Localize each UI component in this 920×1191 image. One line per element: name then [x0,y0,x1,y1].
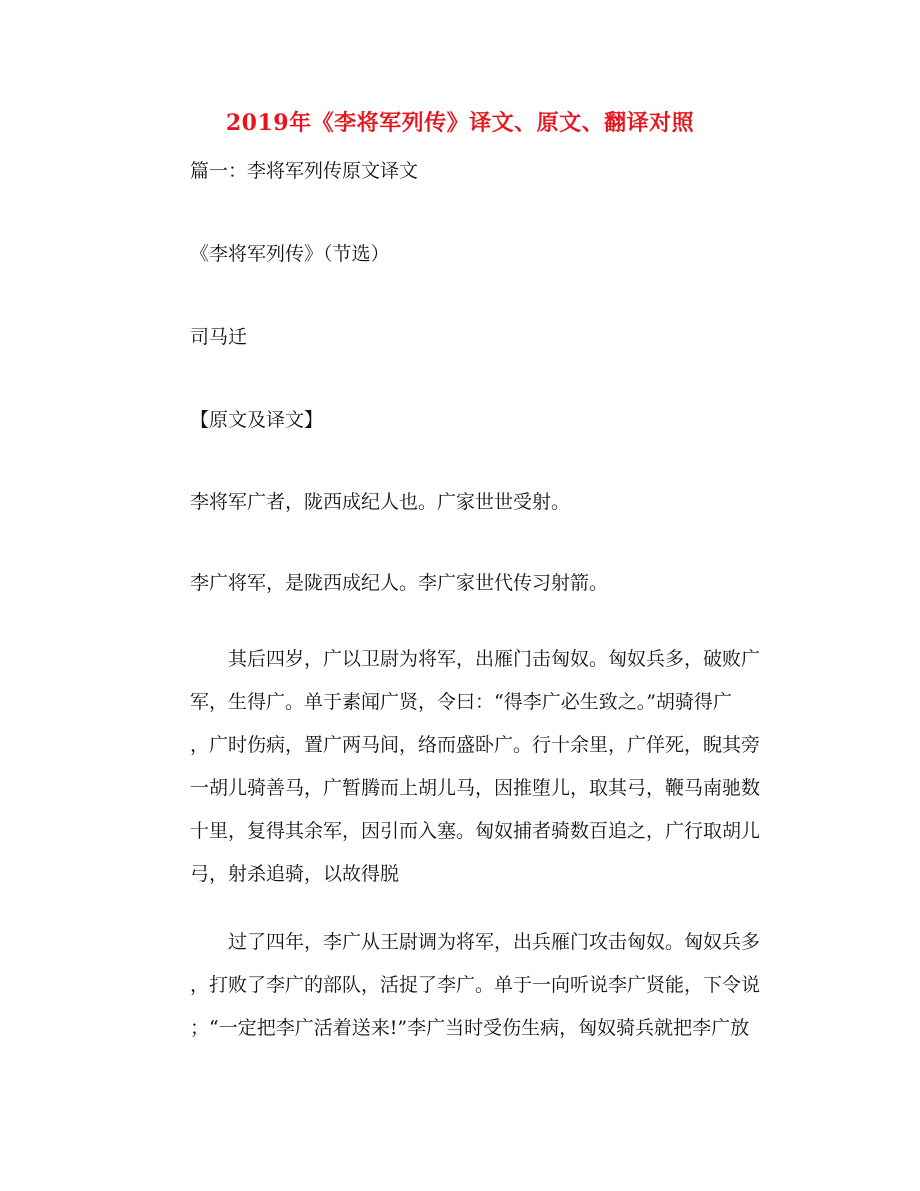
paragraph-line: 一胡儿骑善马，广暂腾而上胡儿马，因推堕儿，取其弓，鞭马南驰数 [190,777,761,799]
author-name: 司马迁 [190,326,248,348]
original-paragraph-1: 李将军广者，陇西成纪人也。广家世世受射。 [190,491,571,513]
document-title: 2019年《李将军列传》译文、原文、翻译对照 [225,110,695,136]
section-heading: 篇一：李将军列传原文译文 [190,160,419,182]
paragraph-line: 其后四岁，广以卫尉为将军，出雁门击匈奴。匈奴兵多，破败广 [190,648,761,670]
paragraph-line: ，打败了李广的部队，活捉了李广。单于一向听说李广贤能，下令说 [190,974,761,996]
paragraph-line: ，广时伤病，置广两马间，络而盛卧广。行十余里，广佯死，睨其旁 [190,734,761,756]
work-title: 《李将军列传》（节选） [190,243,390,265]
section-label: 【原文及译文】 [190,409,324,431]
paragraph-line: 弓，射杀追骑，以故得脱 [190,863,400,885]
translation-paragraph-1: 李广将军，是陇西成纪人。李广家世代传习射箭。 [190,572,609,594]
original-paragraph-2 [190,638,780,896]
paragraph-line: 过了四年，李广从王尉调为将军，出兵雁门攻击匈奴。匈奴兵多 [190,931,761,953]
paragraph-line: 十里，复得其余军，因引而入塞。匈奴捕者骑数百追之，广行取胡儿 [190,820,761,842]
translation-paragraph-2 [190,921,780,1050]
paragraph-line: ；“一定把李广活着送来!”李广当时受伤生病，匈奴骑兵就把李广放 [190,1017,750,1039]
paragraph-line: 军，生得广。单于素闻广贤，令曰：“得李广必生致之。”胡骑得广 [190,691,732,713]
